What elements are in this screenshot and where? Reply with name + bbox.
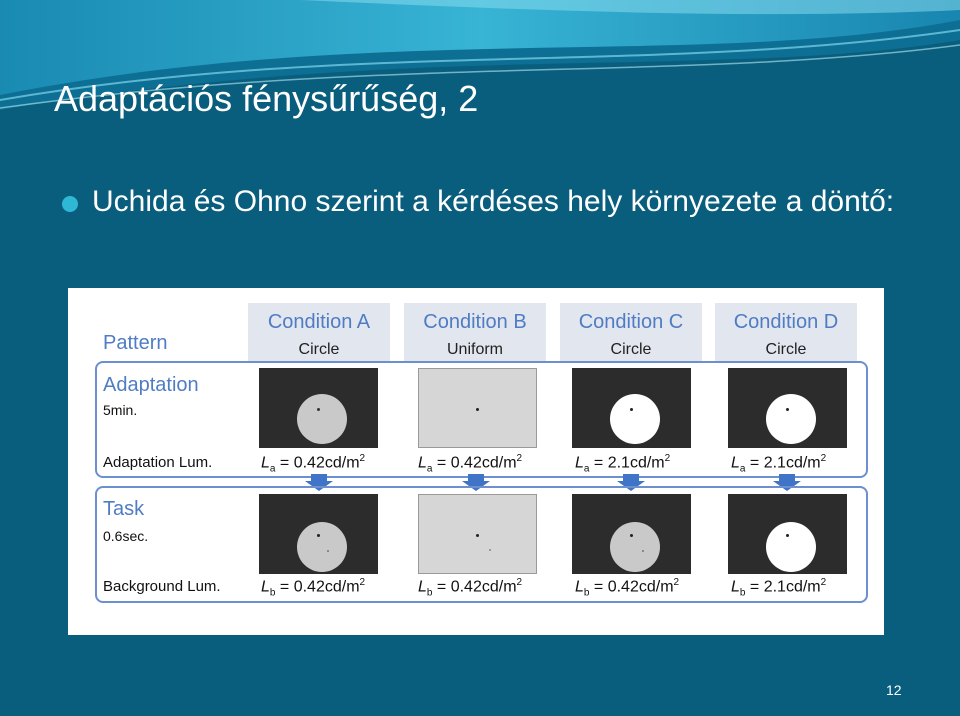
adaptation-panel-c (572, 368, 691, 448)
condition-c-header (560, 303, 702, 361)
circle-shape (297, 394, 347, 444)
condition-d-pattern: Circle (765, 341, 807, 358)
la-value-d: $L_a = 2.1cd/m^2$ (731, 453, 827, 475)
circle-shape (610, 394, 660, 444)
condition-b-pattern: Uniform (446, 341, 503, 358)
task-time: 0.6sec. (103, 528, 149, 544)
fixation-dot (630, 408, 633, 411)
condition-a-header (248, 303, 390, 361)
conditions-figure (68, 288, 884, 635)
fixation-dot (786, 534, 789, 537)
adaptation-panel-b (418, 368, 537, 448)
adaptation-panel-d (728, 368, 847, 448)
target-dot (642, 550, 644, 552)
la-value-b: $L_a = 0.42cd/m^2$ (418, 453, 523, 475)
bullet-text: Uchida és Ohno szerint a kérdéses hely környezete a döntő: (92, 185, 895, 218)
fixation-dot (476, 534, 479, 537)
condition-d-name: Condition D (733, 311, 839, 333)
target-dot (489, 549, 491, 551)
fixation-dot (476, 408, 479, 411)
fixation-dot (317, 408, 320, 411)
condition-b-name: Condition B (423, 311, 527, 333)
slide-title: Adaptációs fénysűrűség, 2 (54, 78, 479, 119)
circle-shape (766, 394, 816, 444)
lb-value-a: $L_b = 0.42cd/m^2$ (261, 577, 366, 599)
la-value-a: $L_a = 0.42cd/m^2$ (261, 453, 366, 475)
circle-shape (610, 522, 660, 572)
lb-value-d: $L_b = 2.1cd/m^2$ (731, 577, 827, 599)
condition-a-pattern: Circle (298, 341, 340, 358)
pattern-label: Pattern (103, 332, 168, 354)
target-dot (327, 550, 329, 552)
fixation-dot (786, 408, 789, 411)
circle-shape (766, 522, 816, 572)
condition-c-name: Condition C (578, 311, 684, 333)
lb-value-b: $L_b = 0.42cd/m^2$ (418, 577, 523, 599)
condition-c-pattern: Circle (610, 341, 652, 358)
circle-shape (297, 522, 347, 572)
adaptation-label: Adaptation (103, 374, 199, 396)
task-panel-c (572, 494, 691, 574)
condition-b-header (404, 303, 546, 361)
page-number: 12 (886, 682, 902, 698)
task-label: Task (103, 498, 145, 520)
la-value-c: $L_a = 2.1cd/m^2$ (575, 453, 671, 475)
adaptation-panel-a (259, 368, 378, 448)
background-lum-label: Background Lum. (103, 578, 221, 595)
lb-value-c: $L_b = 0.42cd/m^2$ (575, 577, 680, 599)
adaptation-time: 5min. (103, 402, 138, 418)
task-panel-b (418, 494, 537, 574)
bullet-dot-icon (62, 196, 78, 212)
task-panel-a (259, 494, 378, 574)
condition-a-name: Condition A (267, 311, 371, 333)
adaptation-lum-label: Adaptation Lum. (103, 454, 213, 471)
fixation-dot (630, 534, 633, 537)
task-panel-d (728, 494, 847, 574)
condition-d-header (715, 303, 857, 361)
fixation-dot (317, 534, 320, 537)
